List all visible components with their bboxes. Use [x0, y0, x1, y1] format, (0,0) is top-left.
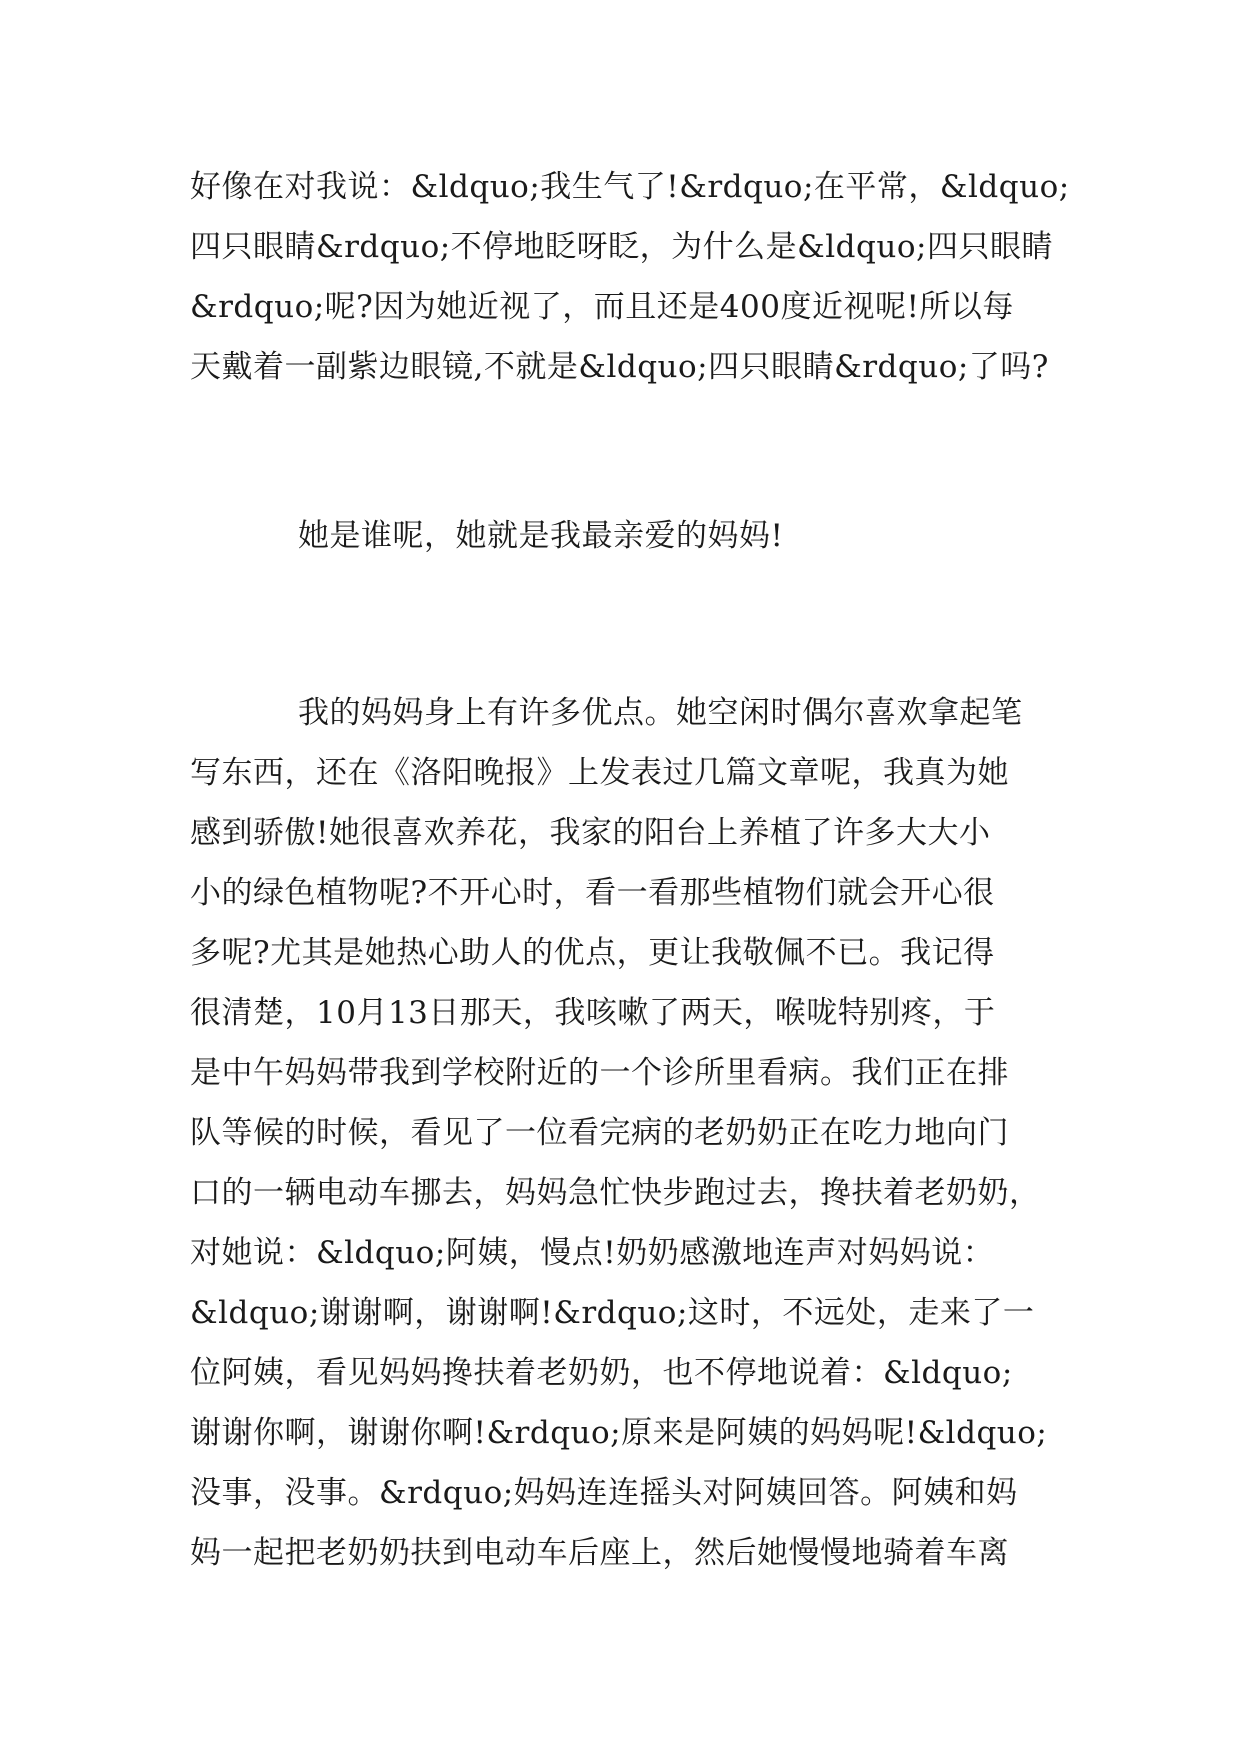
text-line: 小的绿色植物呢?不开心时，看一看那些植物们就会开心很	[190, 875, 995, 911]
text-line: 队等候的时候，看见了一位看完病的老奶奶正在吃力地向门	[190, 1115, 1009, 1151]
text-line: 她是谁呢，她就是我最亲爱的妈妈!	[298, 518, 784, 554]
text-line: 多呢?尤其是她热心助人的优点，更让我敬佩不已。我记得	[190, 935, 995, 971]
text-line: 天戴着一副紫边眼镜,不就是&ldquo;四只眼睛&rdquo;了吗?	[190, 349, 1049, 385]
text-line: 很清楚，10月13日那天，我咳嗽了两天，喉咙特别疼，于	[190, 995, 996, 1031]
text-line: 好像在对我说：&ldquo;我生气了!&rdquo;在平常，&ldquo;	[190, 169, 1070, 205]
paragraph-glasses	[190, 157, 1070, 397]
text-line: 位阿姨，看见妈妈搀扶着老奶奶，也不停地说着：&ldquo;	[190, 1355, 1013, 1391]
text-line: 四只眼睛&rdquo;不停地眨呀眨，为什么是&ldquo;四只眼睛	[190, 229, 1053, 265]
text-line: 我的妈妈身上有许多优点。她空闲时偶尔喜欢拿起笔	[298, 695, 1023, 731]
text-line: 妈一起把老奶奶扶到电动车后座上，然后她慢慢地骑着车离	[190, 1535, 1009, 1571]
text-line: 写东西，还在《洛阳晚报》上发表过几篇文章呢，我真为她	[190, 755, 1009, 791]
text-line: 感到骄傲!她很喜欢养花，我家的阳台上养植了许多大大小	[190, 815, 991, 851]
paragraph-mother-virtues	[190, 683, 1070, 1583]
paragraph-who-is-she	[190, 506, 1070, 566]
text-line: 对她说：&ldquo;阿姨，慢点!奶奶感激地连声对妈妈说：	[190, 1235, 995, 1271]
text-line: 口的一辆电动车挪去，妈妈急忙快步跑过去，搀扶着老奶奶，	[190, 1175, 1041, 1211]
text-line: 是中午妈妈带我到学校附近的一个诊所里看病。我们正在排	[190, 1055, 1009, 1091]
text-line: &rdquo;呢?因为她近视了，而且还是400度近视呢!所以每	[190, 289, 1014, 325]
text-line: &ldquo;谢谢啊，谢谢啊!&rdquo;这时，不远处，走来了一	[190, 1295, 1035, 1331]
text-line: 没事，没事。&rdquo;妈妈连连摇头对阿姨回答。阿姨和妈	[190, 1475, 1018, 1511]
text-line: 谢谢你啊，谢谢你啊!&rdquo;原来是阿姨的妈妈呢!&ldquo;	[190, 1415, 1048, 1451]
